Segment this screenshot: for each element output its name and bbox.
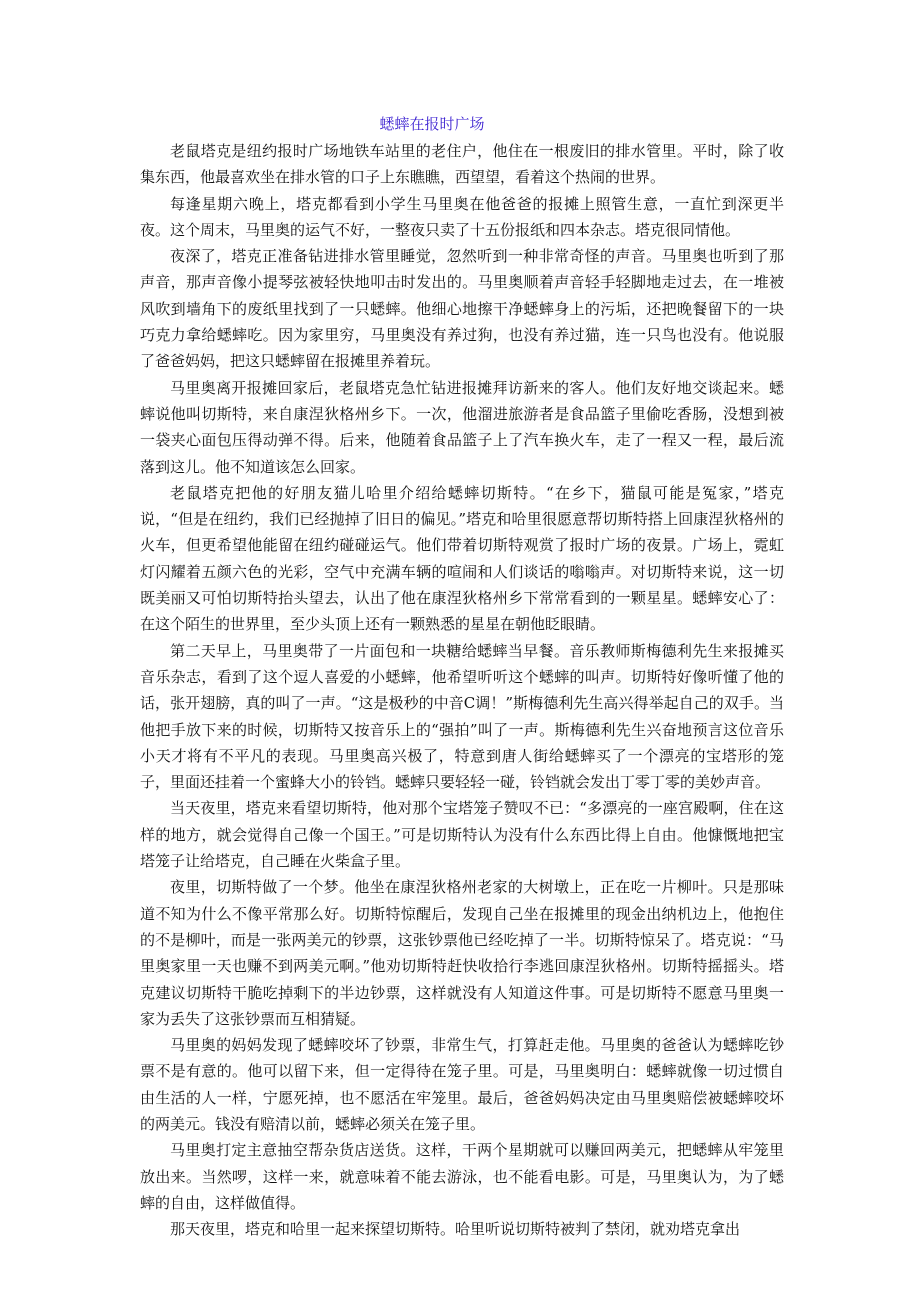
paragraph-10: 马里奥打定主意抽空帮杂货店送货。这样，干两个星期就可以赚回两美元，把蟋蟀从牢笼里放出来。当然啰，这样一来，就意味着不能去游泳，也不能看电影。可是，马里奥认为，为了蟋蟀的自由，这样做值得。 [140, 1141, 784, 1212]
paragraph-5: 老鼠塔克把他的好朋友猫儿哈里介绍给蟋蟀切斯特。“在乡下，猫鼠可能是冤家，”塔克说，“但是在纽约，我们已经抛掉了旧日的偏见。”塔克和哈里很愿意帮切斯特搭上回康涅狄格州的火车，但更希望他能留在纽约碰碰运气。他们带着切斯特观赏了报时广场的夜景。广场上，霓虹灯闪耀着五颜六色的光彩，空气中充满车辆的喧闹和人们谈话的嗡嗡声。对切斯特来说，这一切既美丽又可怕切斯特抬头望去，认出了他在康涅狄格州乡下常常看到的一颗星星。蟋蟀安心了：在这个陌生的世界里，至少头顶上还有一颗熟悉的星星在朝他眨眼睛。 [140, 483, 784, 634]
paragraph-3: 夜深了，塔克正准备钻进排水管里睡觉，忽然听到一种非常奇怪的声音。马里奥也听到了那声音，那声音像小提琴弦被轻快地叩击时发出的。马里奥顺着声音轻手轻脚地走过去，在一堆被风吹到墙角下的废纸里找到了一只蟋蟀。他细心地擦干净蟋蟀身上的污垢，还把晚餐留下的一块巧克力拿给蟋蟀吃。因为家里穷，马里奥没有养过狗，也没有养过猫，连一只鸟也没有。他说服了爸爸妈妈，把这只蟋蟀留在报摊里养着玩。 [140, 247, 784, 371]
paragraph-1: 老鼠塔克是纽约报时广场地铁车站里的老住户，他住在一根废旧的排水管里。平时，除了收集东西，他最喜欢坐在排水管的口子上东瞧瞧，西望望，看着这个热闹的世界。 [140, 142, 784, 187]
document-title: 蟋蟀在报时广场 [379, 115, 485, 133]
document-page [140, 112, 784, 1242]
paragraph-4: 马里奥离开报摊回家后，老鼠塔克急忙钻进报摊拜访新来的客人。他们友好地交谈起来。蟋蟀说他叫切斯特，来自康涅狄格州乡下。一次，他溜进旅游者是食品篮子里偷吃香肠，没想到被一袋夹心面包压得动弹不得。后来，他随着食品篮子上了汽车换火车，走了一程又一程，最后流落到这儿。他不知道该怎么回家。 [140, 378, 784, 476]
paragraph-11: 那天夜里，塔克和哈里一起来探望切斯特。哈里听说切斯特被判了禁闭，就劝塔克拿出 [170, 1220, 741, 1239]
paragraph-9: 马里奥的妈妈发现了蟋蟀咬坏了钞票，非常生气，打算赶走他。马里奥的爸爸认为蟋蟀吃钞票不是有意的。他可以留下来，但一定得待在笼子里。可是，马里奥明白：蟋蟀就像一切过惯自由生活的人一样，宁愿死掉，也不愿活在牢笼里。最后，爸爸妈妈决定由马里奥赔偿被蟋蟀咬坏的两美元。钱没有赔清以前，蟋蟀必须关在笼子里。 [140, 1036, 784, 1133]
paragraph-8: 夜里，切斯特做了一个梦。他坐在康涅狄格州老家的大树墩上，正在吃一片柳叶。只是那味道不知为什么不像平常那么好。切斯特惊醒后，发现自己坐在报摊里的现金出纳机边上，他抱住的不是柳叶，而是一张两美元的钞票，这张钞票他已经吃掉了一半。切斯特惊呆了。塔克说：“马里奥家里一天也赚不到两美元啊。”他劝切斯特赶快收拾行李逃回康涅狄格州。切斯特摇摇头。塔克建议切斯特干脆吃掉剩下的半边钞票，这样就没有人知道这件事。可是切斯特不愿意马里奥一家为丢失了这张钞票而互相猜疑。 [140, 878, 784, 1028]
paragraph-7: 当天夜里，塔克来看望切斯特，他对那个宝塔笼子赞叹不已：“多漂亮的一座宫殿啊，住在这样的地方，就会觉得自己像一个国王。”可是切斯特认为没有什么东西比得上自由。他慷慨地把宝塔笼子让给塔克，自己睡在火柴盒子里。 [140, 799, 784, 871]
paragraph-6: 第二天早上，马里奥带了一片面包和一块糖给蟋蟀当早餐。音乐教师斯梅德利先生来报摊买音乐杂志，看到了这个逗人喜爱的小蟋蟀，他希望听听这个蟋蟀的叫声。切斯特好像听懂了他的话，张开翅膀，真的叫了一声。“这是极秒的中音C调！”斯梅德利先生高兴得举起自己的双手。当他把手放下来的时候，切斯特又按音乐上的“强拍”叫了一声。斯梅德利先生兴奋地预言这位音乐小天才将有不平凡的表现。马里奥高兴极了，特意到唐人街给蟋蟀买了一个漂亮的宝塔形的笼子，里面还挂着一个蜜蜂大小的铃铛。蟋蟀只要轻轻一碰，铃铛就会发出丁零丁零的美妙声音。 [140, 641, 784, 792]
paragraph-2: 每逢星期六晚上，塔克都看到小学生马里奥在他爸爸的报摊上照管生意，一直忙到深更半夜。这个周末，马里奥的运气不好，一整夜只卖了十五份报纸和四本杂志。塔克很同情他。 [140, 194, 784, 239]
